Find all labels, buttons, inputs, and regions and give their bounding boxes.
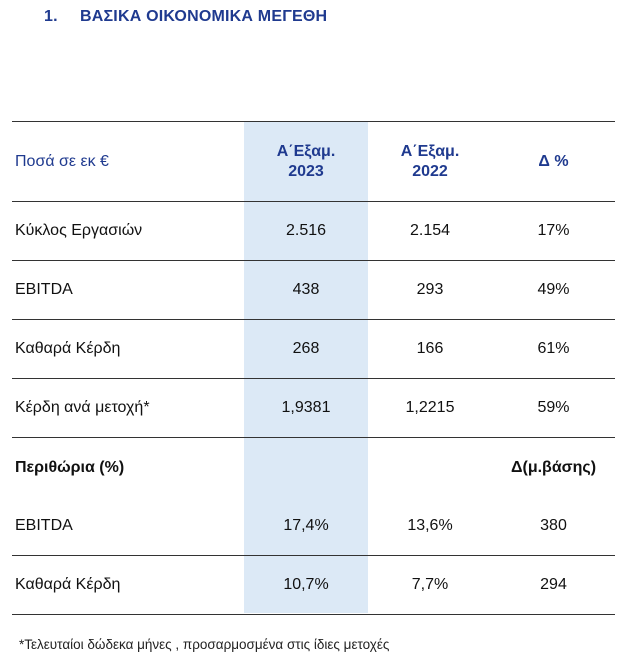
row-value-2023: 268 [292,340,320,357]
row-delta: 17% [537,222,570,239]
financial-table [12,121,615,615]
row-value-2023: 10,7% [283,576,329,593]
row-value-2023: 438 [292,281,320,298]
row-label: Καθαρά Κέρδη [15,340,121,357]
row-value-2022: 1,2215 [405,399,455,416]
row-value-2022: 2.154 [409,222,451,239]
table-row [12,202,615,261]
header-2023-line1: Α΄Εξαμ. [276,142,336,160]
row-value-2022: 293 [416,281,444,298]
header-2023-line2: 2023 [288,162,324,180]
header-2023 [244,122,368,201]
margins-header-row [12,438,615,497]
footnote: *Τελευταίοι δώδεκα μήνες , προσαρμοσμένα στις ίδιες μετοχές [19,637,390,652]
row-value-2022: 13,6% [407,517,453,534]
row-label: EBITDA [15,517,73,534]
section-title: ΒΑΣΙΚΑ ΟΙΚΟΝΟΜΙΚΑ ΜΕΓΕΘΗ [80,8,328,25]
row-value-2022: 7,7% [411,576,449,593]
row-value-2023: 1,9381 [281,399,331,416]
row-delta: 59% [537,399,570,416]
row-delta: 49% [537,281,570,298]
section-heading [44,8,327,26]
row-value-2022: 166 [416,340,444,357]
table-row [12,379,615,438]
table-row [12,556,615,615]
row-label: Κέρδη ανά μετοχή* [15,399,150,416]
margins-label: Περιθώρια (%) [15,458,125,476]
header-delta: Δ % [538,152,569,170]
row-value-2023: 2.516 [285,222,327,239]
table-row [12,497,615,556]
row-delta: 294 [540,576,567,593]
row-value-2023: 17,4% [283,517,329,534]
table-row [12,261,615,320]
margins-delta-label: Δ(μ.βάσης) [510,458,597,476]
header-2022 [368,122,492,201]
row-label: Κύκλος Εργασιών [15,222,143,239]
section-number: 1. [44,8,58,25]
header-2022-line2: 2022 [412,162,448,180]
table-header-row [12,121,615,202]
table-row [12,320,615,379]
row-label: Καθαρά Κέρδη [15,576,121,593]
row-delta: 380 [540,517,567,534]
row-label: EBITDA [15,281,73,298]
row-delta: 61% [537,340,570,357]
header-label: Ποσά σε εκ € [15,152,109,170]
header-2022-line1: Α΄Εξαμ. [400,142,460,160]
